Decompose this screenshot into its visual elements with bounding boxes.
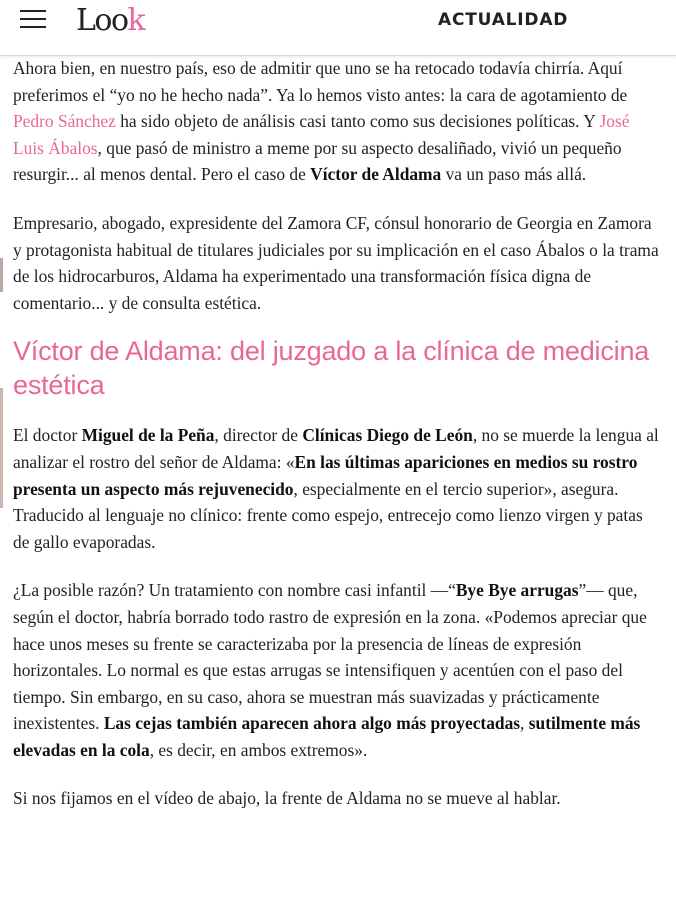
paragraph-5: Si nos fijamos en el vídeo de abajo, la frente de Aldama no se mueve al hablar. [13,788,561,809]
site-header [0,0,676,56]
text-run: va un paso más allá. [441,164,587,185]
link-pedro-sanchez[interactable]: Pedro Sánchez [13,111,116,132]
bold-text: Clínicas Diego de León [302,425,473,446]
text-run: ”— que, según el doctor, habría borrado todo rastro de expresión en la zona. «Podemos apreciar que hace unos meses su frente se caracterizaba por la presencia de líneas de expresión horizontales. Lo normal es que estas arrugas se intensifiquen y acentúen con el paso del tiempo. Sin embargo, en su caso, ahora se muestran más suavizadas y prácticamente inexistentes. [13,580,647,734]
paragraph-2: Empresario, abogado, expresidente del Zamora CF, cónsul honorario de Georgia en Zamora y protagonista habitual de titulares judiciales por su implicación en el caso Ábalos o la trama de los hidrocarburos, Aldama ha experimentado una transformación física digna de comentario... y de consulta estética. [13,212,659,313]
text-run: ¿La posible razón? Un tratamiento con nombre casi infantil —“ [13,580,456,601]
site-logo[interactable] [76,0,144,42]
text-run: , es decir, en ambos extremos». [149,739,368,760]
hamburger-menu-icon[interactable] [20,9,46,29]
article-subheading: Víctor de Aldama: del juzgado a la clínica de medicina estética [13,336,650,401]
bold-text: Miguel de la Peña [81,425,215,446]
bold-text: Víctor de Aldama [310,164,442,185]
left-edge-decoration-2 [0,388,3,508]
link-jose-luis-abalos[interactable]: José Luis Ábalos [13,111,630,158]
section-title[interactable]: ACTUALIDAD [438,10,569,30]
text-run: , que pasó de ministro a meme por su aspecto desaliñado, vivió un pequeño resurgir... al menos dental. Pero el caso de [13,137,622,185]
bold-text: Bye Bye arrugas [455,580,579,601]
text-run: El doctor [13,425,82,446]
paragraph-4 [13,577,663,763]
paragraph-1 [13,55,663,188]
text-run: , director de [214,425,303,446]
text-run: , especialmente en el tercio superior», asegura. Traducido al lenguaje no clínico: frente como espejo, entrecejo como lienzo virgen y patas de gallo evaporadas. [13,478,643,552]
article-body [13,55,663,834]
left-edge-decoration [0,258,3,292]
bold-text: En las últimas apariciones en medios su rostro presenta un aspecto más rejuvenecido [13,451,638,499]
logo-text: Loo [76,3,128,38]
paragraph-3 [13,422,663,555]
text-run: , no se muerde la lengua al analizar el rostro del señor de Aldama: « [13,425,659,472]
logo-accent-letter: k [127,3,145,38]
bold-text: Las cejas también aparecen ahora algo más proyectadas [103,713,521,734]
text-run: ha sido objeto de análisis casi tanto como sus decisiones políticas. Y [115,111,600,132]
bold-text: sutilmente más elevadas en la cola [13,713,641,760]
text-run: Ahora bien, en nuestro país, eso de admitir que uno se ha retocado todavía chirría. Aquí preferimos el “yo no he hecho nada”. Ya lo hemos visto antes: la cara de agotamiento de [13,58,628,105]
text-run: , [520,713,529,734]
